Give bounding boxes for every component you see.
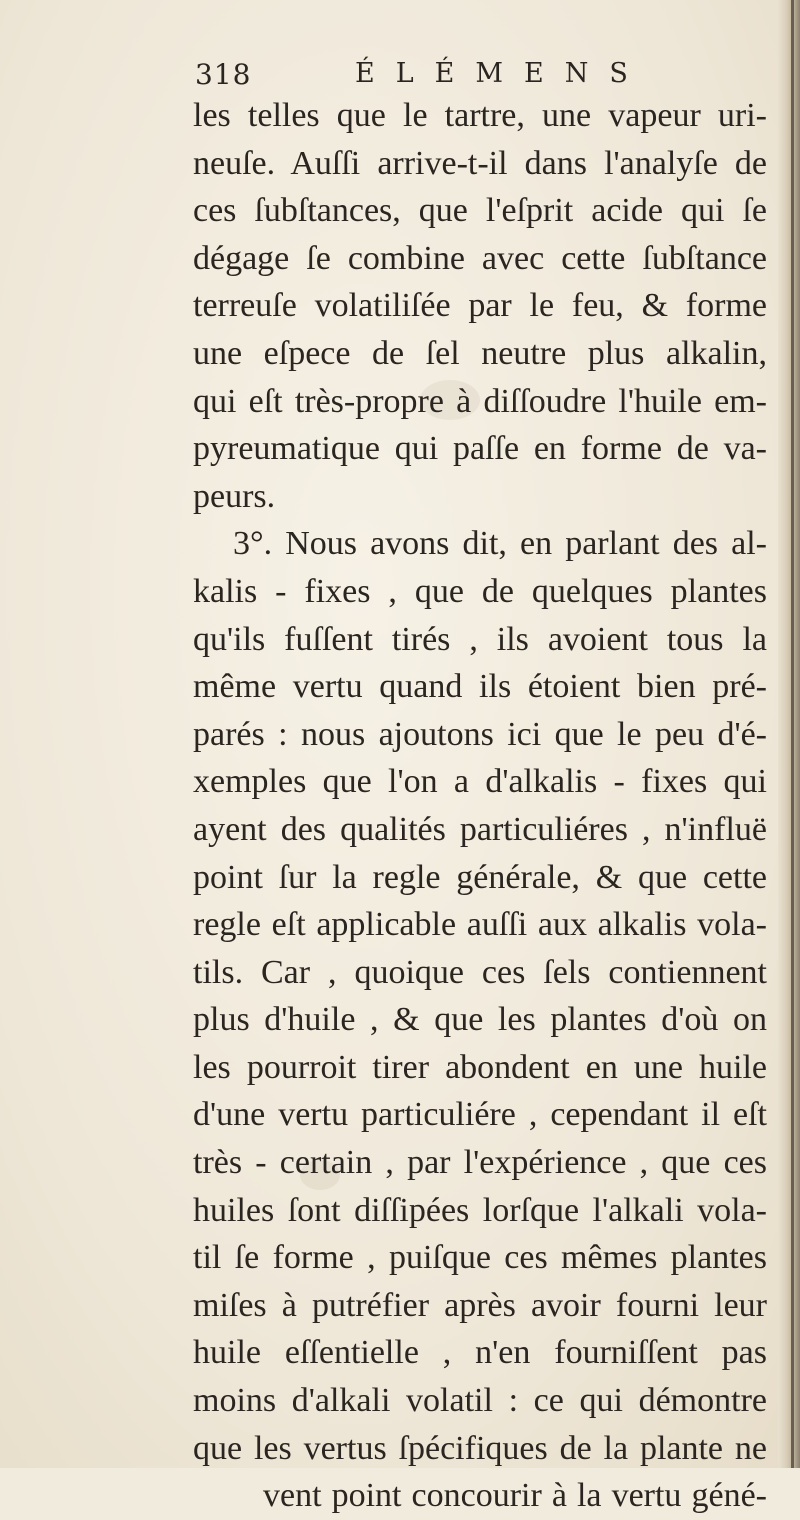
text-line: parés : nous ajoutons ici que le peu d'é- bbox=[193, 715, 767, 753]
paragraph-start-line: 3°. Nous avons dit, en parlant des al- bbox=[233, 525, 767, 563]
text-line: moins d'alkali volatil : ce qui démontre bbox=[193, 1382, 767, 1420]
text-line: til ſe forme , puiſque ces mêmes plantes bbox=[193, 1239, 767, 1277]
text-line: les telles que le tartre, une vapeur uri- bbox=[193, 97, 767, 134]
text-line: miſes à putréfier après avoir fourni leur bbox=[193, 1286, 767, 1324]
running-title: ÉLÉMENS bbox=[355, 58, 649, 89]
text-line: tils. Car , quoique ces ſels contiennent bbox=[193, 953, 767, 991]
text-line: huile eſſentielle , n'en fourniſſent pas bbox=[193, 1334, 767, 1372]
text-line: ces ſubſtances, que l'eſprit acide qui ſe bbox=[193, 192, 767, 230]
text-line: très - certain , par l'expérience , que ces bbox=[193, 1144, 767, 1182]
text-line: point ſur la regle générale, & que cette bbox=[193, 858, 767, 896]
catchword-line: vent point concourir à la vertu géné- bbox=[263, 1477, 767, 1515]
text-line: qui eſt très-propre à diſſoudre l'huile em- bbox=[193, 382, 767, 420]
text-line: regle eſt applicable auſſi aux alkalis vola- bbox=[193, 906, 767, 944]
text-line: une eſpece de ſel neutre plus alkalin, bbox=[193, 334, 767, 372]
page-edge-shadow bbox=[778, 0, 800, 1468]
body-text bbox=[193, 92, 767, 1520]
text-line: terreuſe volatiliſée par le feu, & forme bbox=[193, 287, 767, 325]
text-line: que les vertus ſpécifiques de la plante ne bbox=[193, 1429, 767, 1467]
text-line: pyreumatique qui paſſe en forme de va- bbox=[193, 430, 767, 468]
text-line: kalis - fixes , que de quelques plantes bbox=[193, 572, 767, 610]
page-edge-line bbox=[791, 0, 794, 1468]
text-line: dégage ſe combine avec cette ſubſtance bbox=[193, 239, 767, 277]
text-line: qu'ils fuſſent tirés , ils avoient tous la bbox=[193, 620, 767, 658]
text-line: même vertu quand ils étoient bien pré- bbox=[193, 668, 767, 706]
text-line: peurs. bbox=[193, 477, 276, 515]
page-number: 318 bbox=[195, 58, 252, 91]
text-line: les pourroit tirer abondent en une huile bbox=[193, 1048, 767, 1086]
text-line: ayent des qualités particuliéres , n'influë bbox=[193, 810, 767, 848]
text-line: xemples que l'on a d'alkalis - fixes qui bbox=[193, 763, 767, 801]
text-line: huiles ſont diſſipées lorſque l'alkali vola- bbox=[193, 1191, 767, 1229]
text-line: neuſe. Auſſi arrive-t-il dans l'analyſe de bbox=[193, 144, 767, 182]
text-line: d'une vertu particuliére , cependant il eſt bbox=[193, 1096, 767, 1134]
text-line: plus d'huile , & que les plantes d'où on bbox=[193, 1001, 767, 1039]
